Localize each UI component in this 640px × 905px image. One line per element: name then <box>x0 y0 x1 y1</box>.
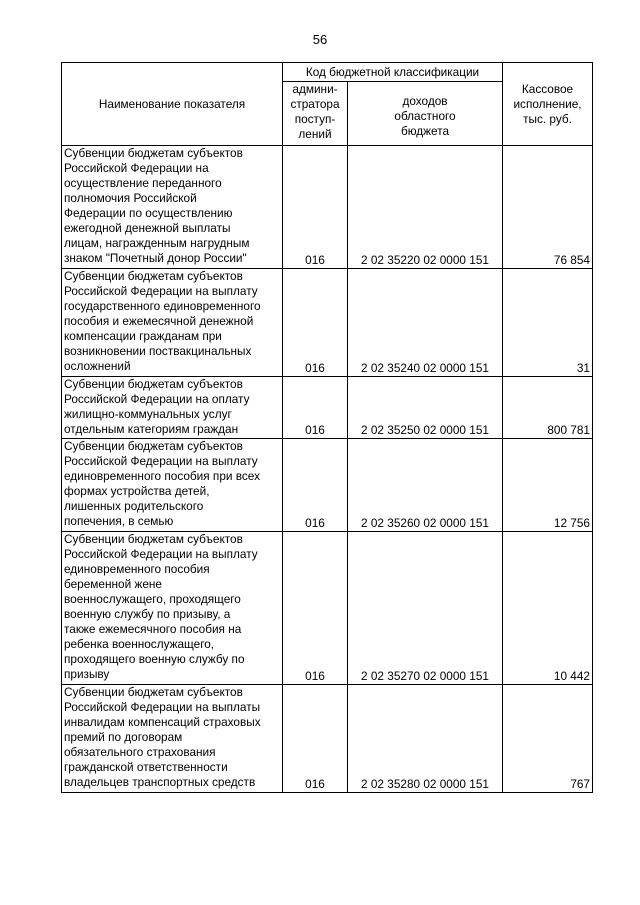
table-row <box>62 532 593 685</box>
row-income-code: 2 02 35270 02 0000 151 <box>348 532 503 685</box>
row-admin-code: 016 <box>283 377 348 439</box>
table-row <box>62 146 593 269</box>
row-name: Субвенции бюджетам субъектов Российской Федерации на осуществление переданного полномочия Российской Федерации по осуществлению ежегодной денежной выплаты лицам, награжденным нагрудным знаком "Почетный донор России" <box>62 146 283 269</box>
row-name: Субвенции бюджетам субъектов Российской Федерации на выплату единовременного пособия беременной жене военнослужащего, проходящего военную службу по призыву, а также ежемесячного пособия на ребенка военнослужащего, проходящего военную службу по призыву <box>62 532 283 685</box>
table-row <box>62 685 593 793</box>
table-row <box>62 377 593 439</box>
row-amount: 767 <box>503 685 593 793</box>
row-name: Субвенции бюджетам субъектов Российской Федерации на выплату единовременного пособия при всех формах устройства детей, лишенных родительского попечения, в семью <box>62 439 283 532</box>
row-income-code: 2 02 35220 02 0000 151 <box>348 146 503 269</box>
header-code-group: Код бюджетной классификации <box>283 63 503 82</box>
row-admin-code: 016 <box>283 439 348 532</box>
header-name: Наименование показателя <box>62 63 283 146</box>
row-amount: 31 <box>503 269 593 377</box>
row-name: Субвенции бюджетам субъектов Российской Федерации на выплаты инвалидам компенсаций страховых премий по договорам обязательного страхования гражданской ответственности владельцев транспортных средств <box>62 685 283 793</box>
header-admin: админи- стратора поступ- лений <box>283 82 348 146</box>
row-name: Субвенции бюджетам субъектов Российской Федерации на оплату жилищно-коммунальных услуг отдельным категориям граждан <box>62 377 283 439</box>
row-admin-code: 016 <box>283 685 348 793</box>
table-header-row <box>62 63 593 82</box>
row-amount: 76 854 <box>503 146 593 269</box>
row-amount: 12 756 <box>503 439 593 532</box>
row-income-code: 2 02 35240 02 0000 151 <box>348 269 503 377</box>
row-income-code: 2 02 35260 02 0000 151 <box>348 439 503 532</box>
header-execution: Кассовое исполнение, тыс. руб. <box>503 63 593 146</box>
header-income: доходов областного бюджета <box>348 82 503 146</box>
row-admin-code: 016 <box>283 146 348 269</box>
row-income-code: 2 02 35250 02 0000 151 <box>348 377 503 439</box>
row-income-code: 2 02 35280 02 0000 151 <box>348 685 503 793</box>
row-admin-code: 016 <box>283 269 348 377</box>
row-amount: 800 781 <box>503 377 593 439</box>
page-number: 56 <box>312 32 328 47</box>
table-row <box>62 439 593 532</box>
budget-table <box>61 62 593 793</box>
row-amount: 10 442 <box>503 532 593 685</box>
row-admin-code: 016 <box>283 532 348 685</box>
table-row <box>62 269 593 377</box>
row-name: Субвенции бюджетам субъектов Российской Федерации на выплату государственного единовременного пособия и ежемесячной денежной компенсации гражданам при возникновении поствакцинальных осложнений <box>62 269 283 377</box>
